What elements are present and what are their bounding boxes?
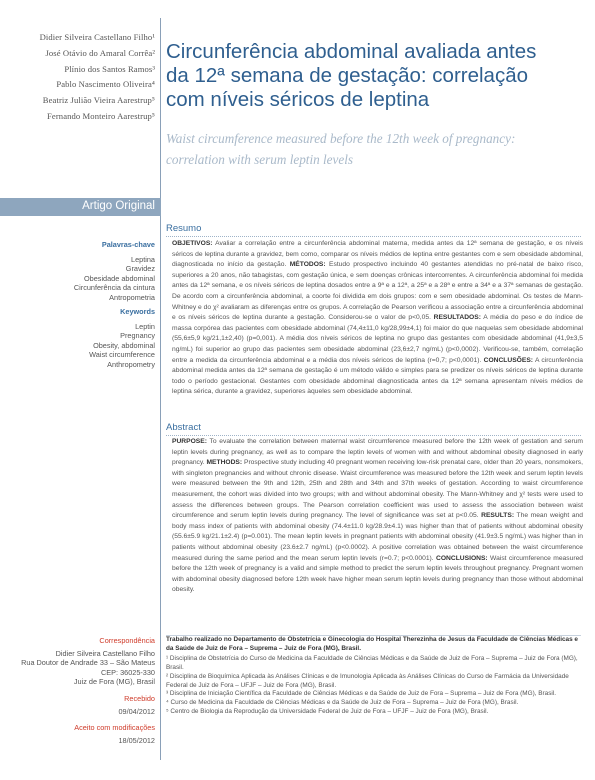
article-title: Circunferência abdominal avaliada antes da 12ª semana de gestação: correlação com níveis séricos de leptina (166, 40, 537, 111)
keyword: Antropometria (109, 292, 155, 302)
keyword: Circunferência da cintura (73, 283, 155, 293)
correspondence-line: CEP: 36025-330 (101, 667, 155, 677)
author-name: Plínio dos Santos Ramos³ (64, 63, 155, 74)
keywords-pt-heading: Palavras-chave (101, 240, 155, 249)
received-label: Recebido (124, 693, 155, 703)
abstract-segment: Waist circumference measured before the 12th week of pregnancy is a valid and simple method to predict the serum leptin levels throughout pregnancy. Pregnant women with abdominal obesity diagnosed before 12th week have higher mean serum leptin levels during pregnancy than those without abdominal obesity. (172, 554, 584, 594)
keywords-en (0, 307, 155, 370)
author-name: Pablo Nascimento Oliveira⁴ (56, 79, 155, 90)
keyword: Obesity, abdominal (93, 340, 155, 350)
correspondence-line: Rua Doutor de Andrade 33 – São Mateus (21, 658, 155, 668)
abstract-segment: The mean weight and body mass index of patients with abdominal obesity (74.4±11.0 kg/28.9±4.1) was higher than that of patients without abdominal obesity (55.6±5.9 kg/21.1±2.4) (p=0.001). The mean leptin levels in pregnant patients with abdominal obesity (41.9±3.5 ng/mL) was higher than in patients without abdominal obesity (23.6±2.7 ng/mL) (p<0.0002). A positive correlation was obtained between the waist circumference measured during the same period and the mean serum leptin levels (r=0.7; p<0.0001). (172, 512, 583, 562)
received-date: 09/04/2012 (118, 706, 155, 716)
author-list (8, 30, 155, 125)
resumo-segment: A média do peso e do índice de massa corpórea das pacientes com obesidade abdominal (74,4±11,0 kg/28,99±4,1) foi maior do que naquelas sem obesidade abdominal (55,6±5,9 kg/21,1±2,40) (p=0,001). A média dos níveis séricos de leptina no grupo das gestantes com obesidade abdominal (41,9±3,5 ng/mL) foi superior ao grupo das pacientes sem obesidade abdominal (23,6±2,7 ng/mL) (p<0,0002). Verificou-se, também, correlação entre a medida da circunferência abdominal e a média dos níveis séricos de leptina (r=0,7; p<0,0001). (172, 314, 583, 364)
resumo-label: RESULTADOS: (433, 314, 481, 322)
resumo-segment: A circunferência abdominal medida antes da 12ª semana de gestação é um método válido e simples para se predizer os níveis séricos de leptina durante todo o período gestacional. Gestantes com obesidade abdominal diagnosticada antes da 12ª semana apresentam níveis médios de leptina sérica, durante a gravidez, superiores àqueles sem obesidade abdominal. (172, 356, 583, 396)
accepted-label: Aceito com modificações (74, 723, 155, 733)
section-band (0, 198, 161, 216)
resumo-label: OBJETIVOS: (172, 240, 213, 247)
keyword: Anthropometry (107, 359, 155, 369)
resumo-segment: Avaliar a correlação entre a circunferência abdominal materna, medida antes da 12ª semana de gestação, e os níveis séricos de leptina durante a gravidez, bem como, comparar os níveis médios de leptina entre gestantes com e sem obesidade abdominal, diagnosticada no início da gestação. (172, 240, 583, 269)
keyword: Leptina (131, 254, 155, 264)
resumo-label: CONCLUSÕES: (483, 356, 534, 364)
correspondence-heading: Correspondência (99, 636, 155, 645)
affiliation-note: ⁴ Curso de Medicina da Faculdade de Ciências Médicas e da Saúde de Juiz de Fora – Suprema – Juiz de Fora (MG), Brasil. (166, 699, 519, 707)
resumo-text (172, 239, 583, 398)
author-name: Beatriz Julião Vieira Aarestrup⁵ (42, 95, 155, 106)
abstract-segment: Prospective study including 40 pregnant women receiving low-risk prenatal care, older than 20 years, nonsmokers, with singleton pregnancies and without chronic disease. Waist circumference was measured before the 12th week and serum leptin levels were measured between the 9th and 12th, 25th and 28th and 34th and 37th weeks of gestation. According to waist circumference measurement, the cohort was divided into two groups; with and without abdominal obesity. The Mann-Whitney and χ² tests were used to assess the differences between groups. The Pearson correlation coefficient was used to assess the association between waist circumference and serum leptin levels during pregnancy. The level of significance was set at p<0.05. (172, 459, 583, 520)
affiliation-note: ⁵ Centro de Biologia da Reprodução da Universidade Federal de Juiz de Fora – UFJF – Juiz de Fora (MG), Brasil. (166, 708, 489, 716)
keyword: Obesidade abdominal (84, 273, 155, 283)
author-name: Fernando Monteiro Aarestrup⁵ (47, 110, 155, 121)
keyword: Pregnancy (120, 331, 155, 341)
abstract-label: CONCLUSIONS: (436, 554, 488, 562)
resumo-segment: Estudo prospectivo incluindo 40 gestantes atendidas no pré-natal de baixo risco, superiores a 20 anos, não tabagistas, com gestação única, e sem doenças crônicas intercorrentes. A circunferência abdominal foi medida antes da 12ª semana, e os níveis séricos de leptina dosados entre a 9ª e a 12ª, a 25ª e a 28ª e entre a 34ª e a 37ª semanas de gestação. De acordo com a circunferência abdominal, a coorte foi dividida em dois grupos: com e sem obesidade abdominal. Os testes de Mann-Whitney e do χ² avaliaram as diferenças entre os grupos. A correlação de Pearson verificou a associação entre a circunferência abdominal e os níveis séricos de leptina durante a gestação. Considerou-se o valor de p<0,05. (172, 261, 583, 322)
author-name: José Otávio do Amaral Corrêa² (45, 47, 155, 58)
correspondence-line: Didier Silveira Castellano Filho (55, 648, 155, 658)
author-name: Didier Silveira Castellano Filho¹ (39, 32, 155, 42)
resumo-heading: Resumo (166, 223, 581, 237)
correspondence-block (0, 636, 155, 745)
resumo-label: MÉTODOS: (289, 261, 326, 269)
accepted-date: 18/05/2012 (118, 735, 155, 745)
abstract-segment: To evaluate the correlation between maternal waist circumference measured before the 12th week of gestation and serum leptin levels during pregnancy, as well as to compare the leptin levels of women with and without abdominal obesity diagnosed in early pregnancy. (172, 438, 583, 467)
abstract-label: RESULTS: (481, 512, 515, 520)
column-divider (160, 18, 161, 760)
abstract-label: METHODS: (206, 459, 243, 467)
keyword: Gravidez (125, 264, 155, 274)
keyword: Leptin (135, 321, 155, 331)
article-subtitle-en: Waist circumference measured before the 12th week of pregnancy: correlation with serum leptin levels (166, 131, 516, 167)
keywords-en-heading: Keywords (120, 307, 155, 316)
keywords-pt (0, 240, 155, 303)
abstract-text (172, 437, 583, 596)
abstract-heading: Abstract (166, 422, 581, 436)
work-location-note: Trabalho realizado no Departamento de Obstetrícia e Ginecologia do Hospital Therezinha de Jesus da Faculdade de Ciências Médicas e da Saúde de Juiz de Fora – Suprema – Juiz de Fora (MG), Brasil. (166, 636, 578, 652)
affiliation-note: ³ Disciplina de Iniciação Científica da Faculdade de Ciências Médicas e da Saúde de Juiz de Fora – Suprema – Juiz de Fora (MG), Brasil. (166, 690, 557, 698)
correspondence-line: Juiz de Fora (MG), Brasil (73, 677, 155, 687)
footnotes (166, 636, 581, 717)
abstract-label: PURPOSE: (172, 438, 207, 445)
affiliation-note: ¹ Disciplina de Obstetrícia do Curso de Medicina da Faculdade de Ciências Médicas e da Saúde de Juiz de Fora – Suprema – Juiz de Fora (MG), Brasil. (166, 654, 578, 671)
affiliation-note: ² Disciplina de Bioquímica Aplicada às Análises Clínicas e de Imunologia Aplicada às Análises Clínicas do Curso de Farmácia da Universidade Federal de Juiz de Fora – UFJF – Juiz de Fora (MG), Brasil. (166, 672, 569, 689)
section-band-label: Artigo Original (82, 200, 155, 212)
keyword: Waist circumference (89, 350, 155, 360)
